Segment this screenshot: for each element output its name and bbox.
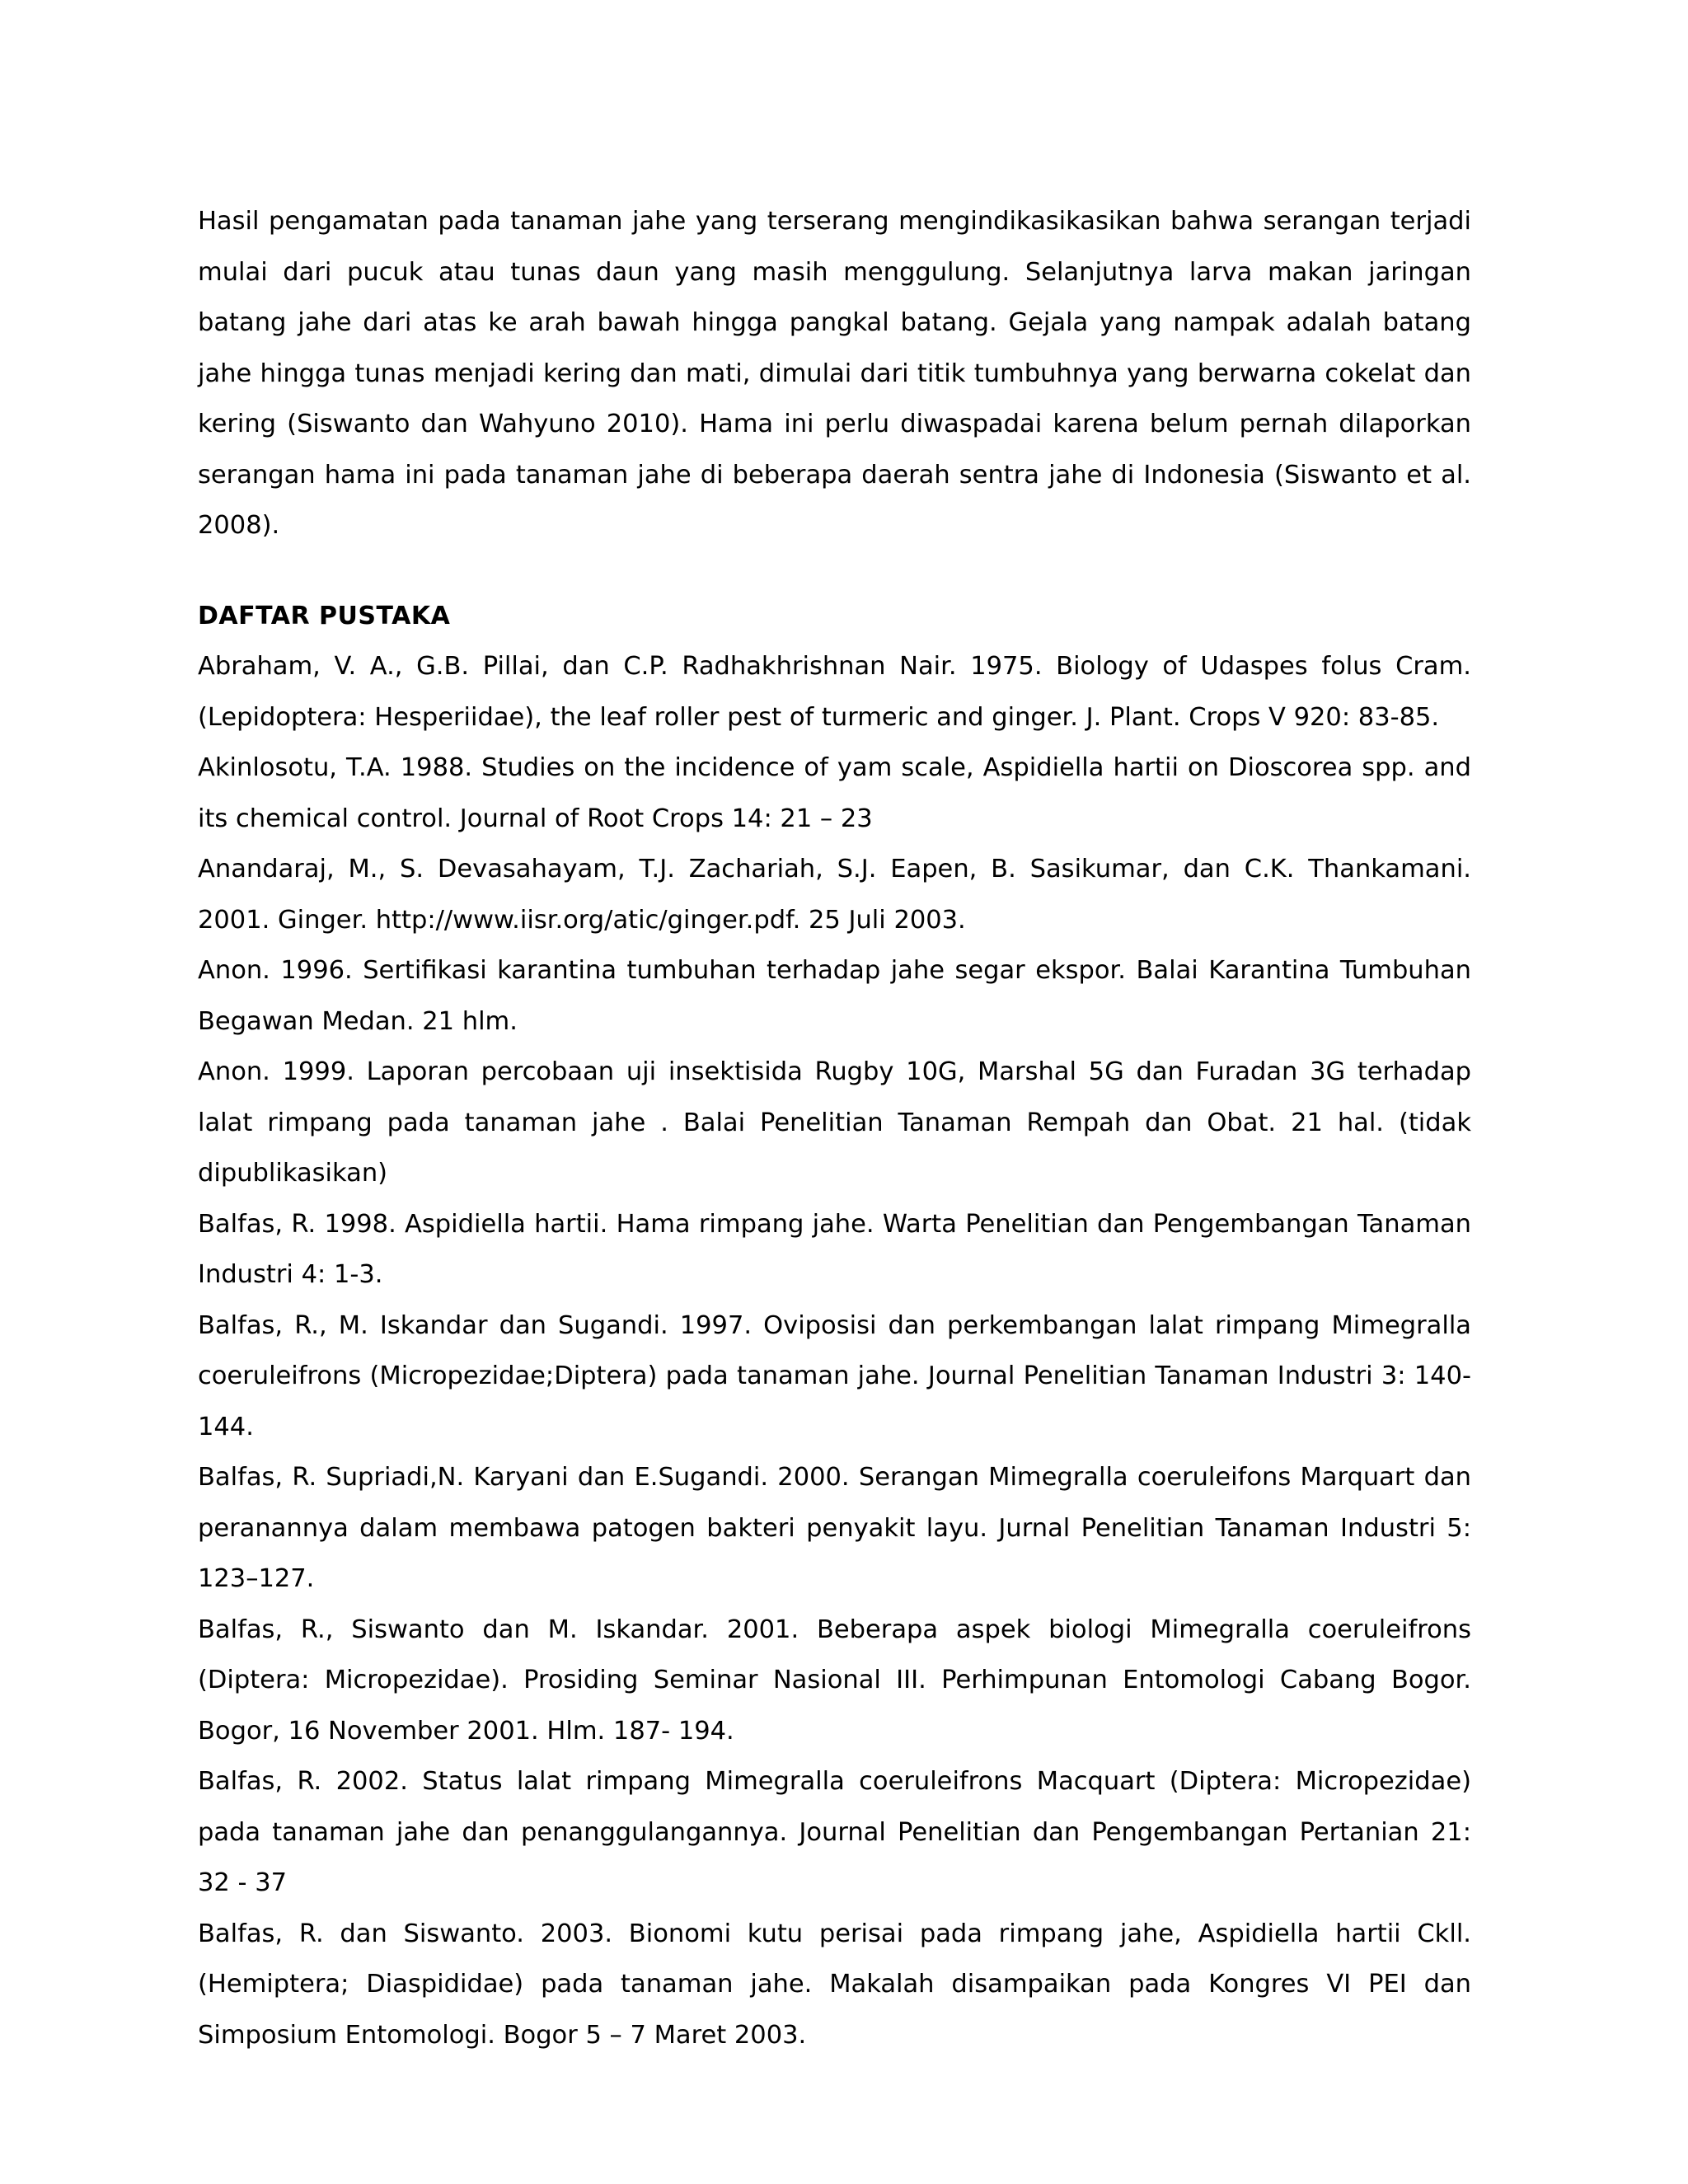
section-heading: DAFTAR PUSTAKA xyxy=(198,601,451,630)
reference-item: Balfas, R., M. Iskandar dan Sugandi. 1997. Oviposisi dan perkembangan lalat rimpang Mimegralla coeruleifrons (Micropezidae;Diptera) pada tanaman jahe. Journal Penelitian Tanaman Industri 3: 140-144. xyxy=(198,1310,1471,1441)
reference-item: Anon. 1996. Sertifikasi karantina tumbuhan terhadap jahe segar ekspor. Balai Karantina Tumbuhan Begawan Medan. 21 hlm. xyxy=(198,956,1471,1036)
reference-item: Balfas, R. 2002. Status lalat rimpang Mimegralla coeruleifrons Macquart (Diptera: Micropezidae) pada tanaman jahe dan penanggulangannya. Journal Penelitian dan Pengembangan Pertanian 21: 32 - 37 xyxy=(198,1767,1471,1897)
reference-item: Abraham, V. A., G.B. Pillai, dan C.P. Radhakhrishnan Nair. 1975. Biology of Udaspes folus Cram. (Lepidoptera: Hesperiidae), the leaf roller pest of turmeric and ginger. J. Plant. Crops V 920: 83-85. xyxy=(198,652,1471,732)
reference-item: Anandaraj, M., S. Devasahayam, T.J. Zachariah, S.J. Eapen, B. Sasikumar, dan C.K. Thankamani. 2001. Ginger. http://www.iisr.org/atic/ginger.pdf. 25 Juli 2003. xyxy=(198,855,1471,935)
reference-list xyxy=(198,641,1471,2060)
reference-item: Balfas, R. dan Siswanto. 2003. Bionomi kutu perisai pada rimpang jahe, Aspidiella hartii Ckll. (Hemiptera; Diaspididae) pada tanaman jahe. Makalah disampaikan pada Kongres VI PEI dan Simposium Entomologi. Bogor 5 – 7 Maret 2003. xyxy=(198,1919,1471,2050)
reference-item: Akinlosotu, T.A. 1988. Studies on the incidence of yam scale, Aspidiella hartii on Dioscorea spp. and its chemical control. Journal of Root Crops 14: 21 – 23 xyxy=(198,753,1471,833)
reference-item: Anon. 1999. Laporan percobaan uji insektisida Rugby 10G, Marshal 5G dan Furadan 3G terhadap lalat rimpang pada tanaman jahe . Balai Penelitian Tanaman Rempah dan Obat. 21 hal. (tidak dipublikasikan) xyxy=(198,1057,1471,1188)
reference-item: Balfas, R., Siswanto dan M. Iskandar. 2001. Beberapa aspek biologi Mimegralla coeruleifrons (Diptera: Micropezidae). Prosiding Seminar Nasional III. Perhimpunan Entomologi Cabang Bogor. Bogor, 16 November 2001. Hlm. 187- 194. xyxy=(198,1615,1471,1746)
reference-item: Balfas, R. 1998. Aspidiella hartii. Hama rimpang jahe. Warta Penelitian dan Pengembangan Tanaman Industri 4: 1-3. xyxy=(198,1209,1471,1289)
body-paragraph: Hasil pengamatan pada tanaman jahe yang terserang mengindikasikasikan bahwa serangan terjadi mulai dari pucuk atau tunas daun yang masih menggulung. Selanjutnya larva makan jaringan batang jahe dari atas ke arah bawah hingga pangkal batang. Gejala yang nampak adalah batang jahe hingga tunas menjadi kering dan mati, dimulai dari titik tumbuhnya yang berwarna cokelat dan kering (Siswanto dan Wahyuno 2010). Hama ini perlu diwaspadai karena belum pernah dilaporkan serangan hama ini pada tanaman jahe di beberapa daerah sentra jahe di Indonesia (Siswanto et al. 2008). xyxy=(198,207,1471,540)
document-page xyxy=(198,196,1471,2060)
reference-item: Balfas, R. Supriadi,N. Karyani dan E.Sugandi. 2000. Serangan Mimegralla coeruleifons Marquart dan peranannya dalam membawa patogen bakteri penyakit layu. Jurnal Penelitian Tanaman Industri 5: 123–127. xyxy=(198,1463,1471,1593)
